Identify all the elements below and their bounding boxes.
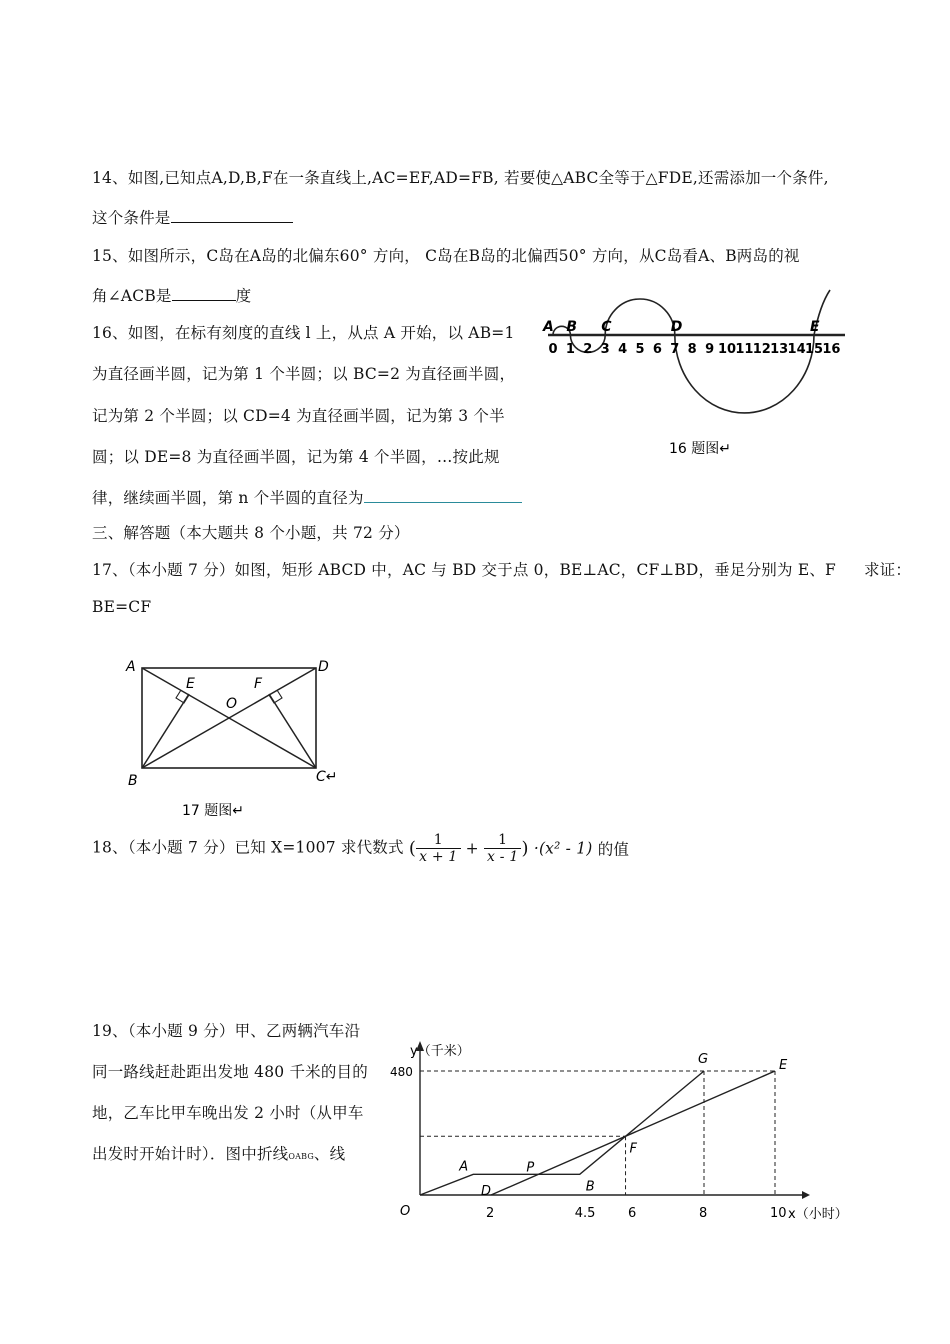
q19-line3: 地，乙车比甲车晚出发 2 小时（从甲车 — [92, 1104, 364, 1122]
q17-caption: 17 题图↵ — [182, 803, 244, 819]
q18-text-a: 18、（本小题 7 分）已知 X=1007 求代数式 — [92, 838, 404, 857]
q17-label-f: F — [254, 676, 263, 692]
chart-guides — [420, 1071, 775, 1195]
q16-answer-blank[interactable] — [364, 488, 522, 503]
q16-tick-7: 7 — [670, 342, 680, 357]
q16-tick-4: 4 — [618, 342, 628, 357]
point-label-a: A — [459, 1159, 469, 1175]
q17-segment-be — [142, 694, 189, 768]
q15-line2-text: 角∠ACB是 — [92, 287, 172, 305]
q14-answer-blank[interactable] — [171, 208, 293, 223]
x-tick-10: 10 — [770, 1206, 787, 1221]
q16-point-A: A — [543, 319, 554, 335]
y-axis-label: y（千米） — [410, 1044, 470, 1059]
q16-tick-13: 13 — [770, 342, 789, 357]
q19-line4-small: OABG — [288, 1152, 314, 1161]
q16-line4: 圆；以 DE=8 为直径画半圆，记为第 4 个半圆，…按此规 — [92, 448, 500, 466]
chart-axes — [416, 1041, 810, 1199]
point-label-p: P — [526, 1160, 535, 1176]
q16-tick-16: 16 — [822, 342, 841, 357]
q15-line2-unit: 度 — [235, 287, 252, 305]
q16-tick-14: 14 — [787, 342, 806, 357]
q14-line2 — [92, 206, 293, 228]
y-tick-480: 480 — [390, 1065, 413, 1079]
q18-plus: + — [465, 839, 479, 858]
q16-tick-6: 6 — [652, 342, 662, 357]
q16-point-E: E — [810, 319, 820, 335]
q16-tick-0: 0 — [548, 342, 558, 357]
x-tick-8: 8 — [699, 1206, 708, 1221]
q17-label-c: C↵ — [316, 769, 338, 785]
q16-tick-labels — [548, 342, 840, 357]
point-label-f: F — [629, 1141, 638, 1157]
q19-line4-tail: 、线 — [313, 1145, 346, 1163]
q16-line5 — [92, 486, 522, 508]
chart-series — [420, 1071, 775, 1195]
q16-line5-text: 律，继续画半圆，第 n 个半圆的直径为 — [92, 489, 364, 507]
q18-line: 18、（本小题 7 分）已知 X=1007 求代数式 ( $\frac{1}{x + 1}$ + $\frac{1}{x - 1}$ ) ·(x² - 1) 的值 — [92, 832, 630, 865]
q17-line2: BE=CF — [92, 598, 152, 616]
q16-caption: 16 题图↵ — [669, 441, 731, 457]
q17-figure — [120, 655, 350, 820]
section3-heading: 三、解答题（本大题共 8 个小题，共 72 分） — [92, 524, 410, 542]
point-label-g: G — [698, 1052, 709, 1067]
q16-tick-11: 11 — [735, 342, 754, 357]
x-tick-2: 2 — [486, 1206, 495, 1221]
q16-tick-8: 8 — [687, 342, 697, 357]
q17-segment-cf — [269, 694, 316, 768]
q16-tick-12: 12 — [752, 342, 771, 357]
x-tick-origin: O — [400, 1204, 411, 1219]
q16-point-B: B — [566, 319, 578, 335]
x-tick-4.5: 4.5 — [574, 1206, 596, 1221]
q16-tick-10: 10 — [717, 342, 737, 357]
q19-line4-text: 出发时开始计时）．图中折线 — [92, 1145, 289, 1163]
point-label-d: D — [481, 1184, 492, 1199]
q19-line2: 同一路线赶赴距出发地 480 千米的目的 — [92, 1063, 368, 1081]
q17-label-e: E — [186, 676, 195, 692]
q17-label-b: B — [128, 773, 138, 789]
series-de — [491, 1071, 775, 1195]
x-axis-arrow — [802, 1191, 810, 1199]
q17-line1-prove: 求证： — [863, 561, 912, 579]
q16-tick-2: 2 — [583, 342, 593, 357]
q16-figure — [530, 285, 850, 465]
q16-semicircle-3 — [605, 299, 675, 335]
q17-line1-text: 17、（本小题 7 分）如图，矩形 ABCD 中，AC 与 BD 交于点 0，BE⊥AC，CF⊥BD，垂足分别为 E、F — [92, 561, 836, 579]
point-label-b: B — [585, 1179, 595, 1195]
q16-tick-1: 1 — [565, 342, 575, 357]
q19-chart — [390, 1035, 870, 1230]
q16-point-labels — [542, 319, 820, 335]
q16-line2: 为直径画半圆，记为第 1 个半圆；以 BC=2 为直径画半圆， — [92, 365, 516, 383]
q16-tick-15: 15 — [804, 342, 824, 357]
q14-line1: 14、如图,已知点A,D,B,F在一条直线上,AC=EF,AD=FB, 若要使△ABC全等于△FDE,还需添加一个条件, — [92, 169, 829, 187]
q19-line4 — [92, 1142, 345, 1164]
q17-line1 — [92, 558, 911, 580]
q16-tick-3: 3 — [600, 342, 610, 357]
q17-label-o: O — [226, 696, 238, 712]
q14-line2-text: 这个条件是 — [92, 209, 171, 227]
q18-tail: ·(x² - 1) — [533, 839, 593, 858]
point-label-e: E — [779, 1058, 788, 1073]
x-tick-6: 6 — [628, 1206, 637, 1221]
q16-tick-5: 5 — [635, 342, 645, 357]
q18-frac1: $\frac{1}{x + 1}$ — [416, 832, 460, 865]
q18-frac2: $\frac{1}{x - 1}$ — [484, 832, 521, 865]
q18-text-b: 的值 — [597, 840, 630, 859]
series-oabg — [420, 1071, 704, 1195]
q16-tick-9: 9 — [705, 342, 715, 357]
q15-line2 — [92, 284, 251, 306]
q15-line1: 15、如图所示，C岛在A岛的北偏东60° 方向， C岛在B岛的北偏西50° 方向，从C岛看A、B两岛的视 — [92, 247, 800, 265]
x-axis-label: x（小时） — [788, 1207, 848, 1222]
q16-line3: 记为第 2 个半圆；以 CD=4 为直径画半圆，记为第 3 个半 — [92, 407, 505, 425]
q16-line1: 16、如图，在标有刻度的直线 l 上，从点 A 开始，以 AB=1 — [92, 324, 515, 342]
q15-answer-blank[interactable] — [172, 286, 236, 301]
q17-label-d: D — [318, 659, 329, 675]
q17-label-a: A — [126, 659, 136, 675]
q16-point-D: D — [670, 319, 683, 335]
q16-point-C: C — [601, 319, 612, 335]
q19-line1: 19、（本小题 9 分）甲、乙两辆汽车沿 — [92, 1022, 361, 1040]
